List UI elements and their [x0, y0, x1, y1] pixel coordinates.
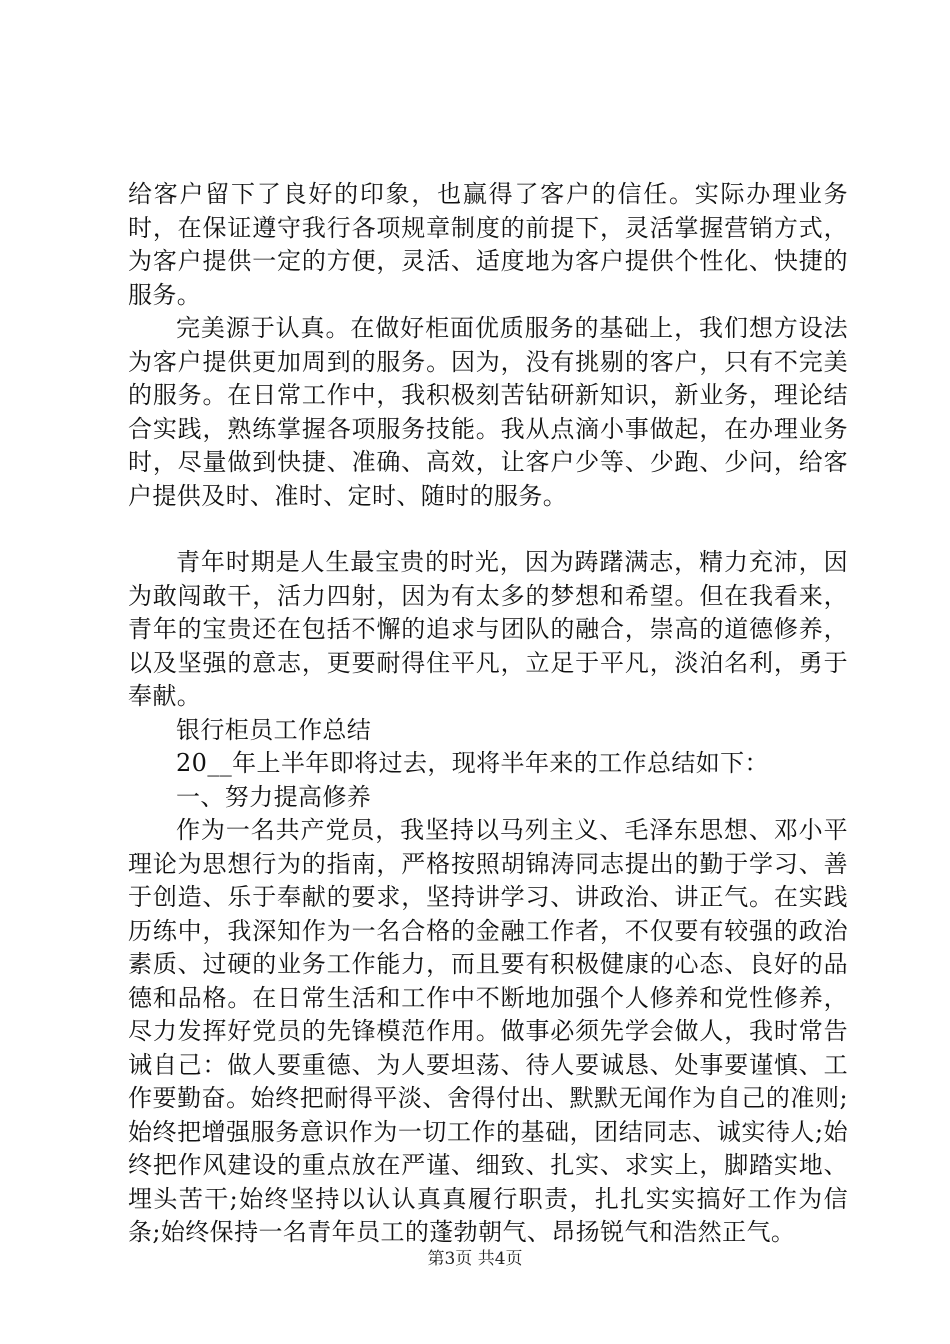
- paragraph-continued: 给客户留下了良好的印象，也赢得了客户的信任。实际办理业务时，在保证遵守我行各项规章制度的前提下，灵活掌握营销方式，为客户提供一定的方便，灵活、适度地为客户提供个性化、快捷的服务。: [128, 180, 848, 309]
- page-footer: 第3页 共4页: [427, 1249, 523, 1269]
- paragraph-party-member: 作为一名共产党员，我坚持以马列主义、毛泽东思想、邓小平理论为思想行为的指南，严格按照胡锦涛同志提出的勤于学习、善于创造、乐于奉献的要求，坚持讲学习、讲政治、讲正气。在实践历练中，我深知作为一名合格的金融工作者，不仅要有较强的政治素质、过硬的业务工作能力，而且要有积极健康的心态、良好的品德和品格。在日常生活和工作中不断地加强个人修养和党性修养，尽力发挥好党员的先锋模范作用。做事必须先学会做人，我时常告诫自己：做人要重德、为人要坦荡、待人要诚恳、处事要谨慎、工作要勤奋。始终把耐得平淡、舍得付出、默默无闻作为自己的准则;始终把增强服务意识作为一切工作的基础，团结同志、诚实待人;始终把作风建设的重点放在严谨、细致、扎实、求实上，脚踏实地、埋头苦干;始终坚持以认认真真履行职责，扎扎实实搞好工作为信条;始终保持一名青年员工的蓬勃朝气、昂扬锐气和浩然正气。: [128, 816, 848, 1246]
- document-body: [128, 178, 848, 1250]
- section-heading: 一、努力提高修养: [176, 782, 372, 811]
- intro-line: 20__年上半年即将过去，现将半年来的工作总结如下：: [176, 749, 769, 777]
- section-title: 银行柜员工作总结: [176, 715, 372, 744]
- paragraph-perfection: 完美源于认真。在做好柜面优质服务的基础上，我们想方设法为客户提供更加周到的服务。因为，没有挑剔的客户，只有不完美的服务。在日常工作中，我积极刻苦钻研新知识，新业务，理论结合实践，熟练掌握各项服务技能。我从点滴小事做起，在办理业务时，尽量做到快捷、准确、高效，让客户少等、少跑、少问，给客户提供及时、准时、定时、随时的服务。: [128, 314, 848, 510]
- paragraph-youth: 青年时期是人生最宝贵的时光，因为踌躇满志，精力充沛，因为敢闯敢干，活力四射，因为有太多的梦想和希望。但在我看来，青年的宝贵还在包括不懈的追求与团队的融合，崇高的道德修养，以及坚强的意志，更要耐得住平凡，立足于平凡，淡泊名利，勇于奉献。: [128, 548, 848, 710]
